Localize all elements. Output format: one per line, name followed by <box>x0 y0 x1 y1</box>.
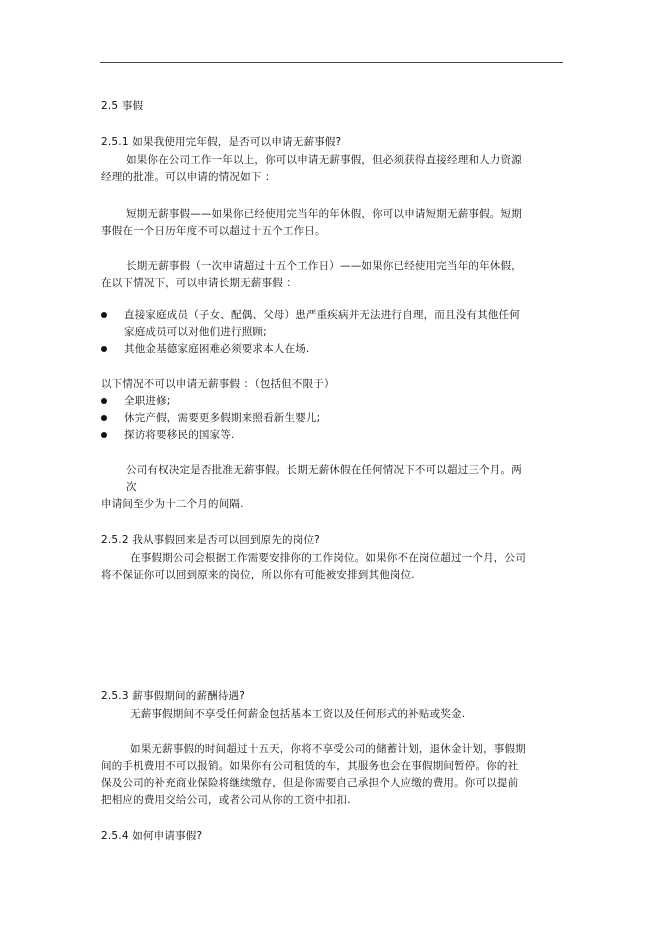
paragraph-line: 次 <box>126 481 137 493</box>
paragraph-line: 申请间至少为十二个月的间隔. <box>101 498 244 510</box>
section-title: 2.5 事假 <box>101 100 144 112</box>
header-rule <box>100 62 563 63</box>
bullet-icon <box>101 432 107 438</box>
paragraph-line: 如果无薪事假的时间超过十五天，你将不享受公司的储蓄计划，退休金计划，事假期 <box>130 743 526 755</box>
paragraph-line: 公司有权决定是否批准无薪事假。长期无薪休假在任何情况下不可以超过三个月。两 <box>126 464 522 476</box>
question-heading-2: 2.5.2 我从事假回来是否可以回到原先的岗位? <box>101 534 320 546</box>
paragraph-line: 事假在一个日历年度不可以超过十五个工作日。 <box>101 225 326 237</box>
bullet-icon <box>101 398 107 404</box>
paragraph-line: 将不保证你可以回到原来的岗位，所以你有可能被安排到其他岗位. <box>101 569 415 581</box>
question-heading-3: 2.5.3 薪事假期间的薪酬待遇? <box>101 690 246 702</box>
paragraph-line: 间的手机费用不可以报销。如果你有公司租赁的车，其服务也会在事假期间暂停。你的社 <box>101 760 519 772</box>
list-item: 其他金基德家庭困难必须要求本人在场. <box>124 343 310 355</box>
paragraph-line: 如果你在公司工作一年以上，你可以申请无薪事假，但必须获得直接经理和人力资源 <box>126 154 522 166</box>
paragraph-line: 保及公司的补充商业保险将继续缴存，但是你需要自己承担个人应缴的费用。你可以提前 <box>101 777 519 789</box>
paragraph-line: 长期无薪事假（一次申请超过十五个工作日）——如果你已经使用完当年的年休假， <box>126 260 522 272</box>
paragraph-line: 在事假期公司会根据工作需要安排你的工作岗位。如果你不在岗位超过一个月，公司 <box>130 552 526 564</box>
list-item: 全职进修; <box>124 395 171 407</box>
list-item: 休完产假，需要更多假期来照看新生婴儿; <box>124 412 321 424</box>
paragraph-line: 把相应的费用交给公司，或者公司从你的工资中扣扣. <box>101 794 351 806</box>
list-intro: 以下情况不可以申请无薪事假 ：（包括但不限于） <box>101 378 335 390</box>
paragraph-line: 短期无薪事假——如果你已经使用完当年的年休假，你可以申请短期无薪事假。短期 <box>126 208 522 220</box>
question-heading-1: 2.5.1 如果我使用完年假，是否可以申请无薪事假? <box>101 136 342 148</box>
bullet-icon <box>101 415 107 421</box>
list-item: 探访将要移民的国家等. <box>124 429 235 441</box>
list-item: 直接家庭成员（子女、配偶、父母）患严重疾病并无法进行自理，而且没有其他任何 <box>124 309 520 321</box>
bullet-icon <box>101 346 107 352</box>
bullet-icon <box>101 312 107 318</box>
paragraph-line: 无薪事假期间不享受任何薪金包括基本工资以及任何形式的补贴或奖金. <box>130 708 466 720</box>
paragraph-line: 经理的批准。可以申请的情况如下 ： <box>101 171 276 183</box>
paragraph-line: 在以下情况下，可以申请长期无薪事假 ： <box>101 277 298 289</box>
list-item: 家庭成员可以对他们进行照顾; <box>124 326 267 338</box>
question-heading-4: 2.5.4 如何申请事假? <box>101 830 203 842</box>
